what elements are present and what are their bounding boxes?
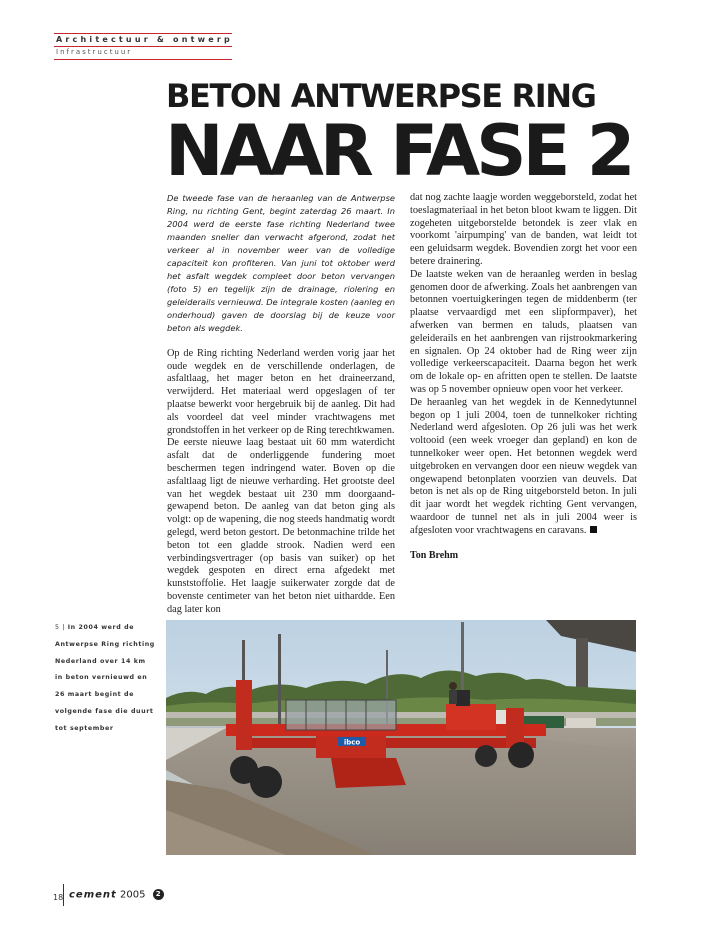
magazine-year: 2005 (120, 889, 146, 901)
header-rule-bottom (54, 59, 232, 60)
photo-caption (55, 620, 155, 738)
end-of-article-mark (590, 526, 597, 533)
body-paragraph: De eerste nieuwe laag bestaat uit 60 mm waterdicht asfalt dat de onderliggende fundering moet beschermen tegen indringend water. Boven op die asfaltlaag ligt de nieuwe verharding. Het grootste deel van het wegdek bestaat uit 230 mm doorgaand-gewapend beton. De aanleg van dat beton ging als volgt: op de wapening, die nog steeds handmatig wordt gelegd, werd beton gestort. De betonmachine trilde het beton tot een gladde strook. Nadien werd een verbindingsvertrager (op basis van suiker) op het wegdek gespoten en direct erna afgedekt met kunststoffolie. Het laagje suikerwater zorgde dat de bovenste centimeter van het beton niet uithardde. Een dag later kon (167, 437, 395, 615)
page-number: 18 (53, 893, 64, 902)
article-intro: De tweede fase van de heraanleg van de Antwerpse Ring, nu richting Gent, begint zaterdag 26 maart. In 2004 werd de eerste fase richting Nederland twee maanden sneller dan verwacht afgerond, zodat het verkeer al in november weer van de volledige capaciteit kon profiteren. Van juni tot oktober werd het asfalt wegdek compleet door beton vervangen (foto 5) en tegelijk zijn de drainage, riolering en geleiderails vernieuwd. De integrale kosten (aanleg en onderhoud) gaven de doorslag bij de keuze voor beton als wegdek. (167, 193, 395, 333)
subsection-label: Infrastructuur (56, 48, 133, 56)
body-paragraph: dat nog zachte laagje worden weggeborsteld, zodat het toeslagmateriaal in het beton bloot kwam te liggen. Dit zogeheten uitgeborstelde betondek is zeer vlak en voorkomt 'airpumping' van de banden, wat leidt tot een geluidsarm wegdek. Bovendien zorgt het voor een betere drainering. (410, 192, 637, 267)
body-paragraph-text: De heraanleg van het wegdek in de Kennedytunnel begon op 1 juli 2004, toen de tunnelkoker richting Nederland werd afgesloten. Op 26 juli was het werk voltooid (een week vroeger dan gepland) en kon de tunnelkoker weer open. Het betonnen wegdek werd uitgebroken en vervangen door een nieuw wegdek van ongewapend betonplaten voorzien van deuvels. Dat beton is net als op de Ring uitgeborsteld beton. In juli dit jaar wordt het wegdek richting Gent vervangen, waardoor de tunnel net als in juli 2004 weer is afgesloten voor vrachtwagens en caravans. (410, 396, 637, 536)
body-paragraph-last (410, 397, 637, 538)
magazine-footer (69, 889, 164, 901)
author-name: Ton Brehm (410, 549, 459, 561)
body-paragraph: De laatste weken van de heraanleg werden in beslag genomen door de afwerking. Zoals het aanbrengen van betonnen voertuigkeringen tegen de middenberm (ter plaatse vervaardigd met een slipformpaver), het afwerken van bermen en taluds, plaatsen van geleiderails en het aanbrengen van rijstrookmarkering en signalen. Op 24 oktober had de Ring weer zijn volledige verkeerscapaciteit. Daarna begon het werk om de lokale op- en afritten open te stellen. De laatste was op 5 november opnieuw open voor het verkeer. (410, 268, 637, 395)
caption-number: 5 | (55, 624, 65, 631)
body-paragraph: Op de Ring richting Nederland werden vorig jaar het oude wegdek en de verschillende onderlagen, de asfaltlaag, het mager beton en het draineerzand, verwijderd. Het materiaal werd opgeslagen of ter plaatse bewerkt voor hergebruik bij de aanleg. Dit had als voordeel dat veel minder vrachtwagens met grondstoffen in het verkeer op de Ring terechtkwamen. (167, 347, 395, 436)
footer-divider (63, 884, 64, 906)
article-column-1 (167, 192, 395, 617)
issue-number-badge: 2 (153, 889, 164, 900)
caption-text: In 2004 werd de Antwerpse Ring richting Nederland over 14 km in beton vernieuwd en 26 maart begint de volgende fase die duurt tot september (55, 624, 155, 732)
article-column-2 (410, 192, 637, 562)
magazine-name: cement (69, 889, 117, 901)
article-title-line2: NAAR FASE 2 (165, 110, 632, 192)
road-construction-photo (166, 620, 636, 855)
header-rule-top (54, 33, 232, 34)
header-rule-middle (54, 46, 232, 47)
section-label: Architectuur & ontwerp (56, 35, 233, 44)
machine-label: ibco (343, 738, 361, 747)
article-title-line1: BETON ANTWERPSE RING (166, 77, 596, 115)
